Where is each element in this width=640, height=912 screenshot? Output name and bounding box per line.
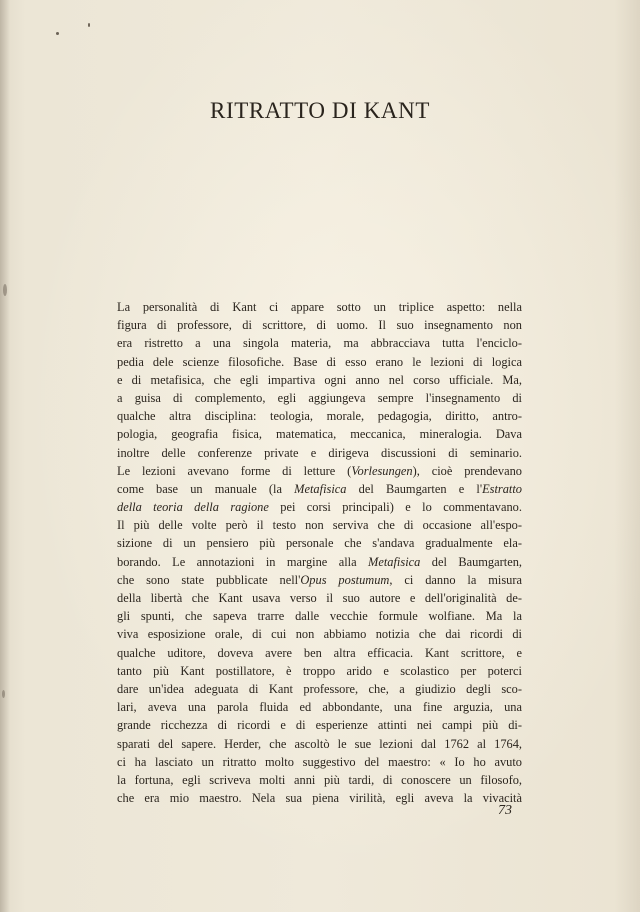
text-line: pedia dele scienze filosofiche. Base di esso erano le lezioni di logica [117,354,522,369]
text-line: grande ricchezza di ricordi e di esperienze attinti nei campi più di- [117,718,522,733]
page-number: 73 [498,803,512,818]
text-line: come base un manuale (la Metafisica del Baumgarten e l'Estratto [117,481,522,496]
text-line: inoltre delle conferenze private e dirigeva discussioni di seminario. [117,445,522,460]
text-line: viva esposizione orale, di cui non abbiamo notizia che dai ricordi di [117,627,522,642]
paper-speck [88,23,90,27]
text-line: che era mio maestro. Nela sua piena virilità, egli aveva la vivacità [117,791,522,806]
text-line: ci ha lasciato un ritratto molto suggestivo del maestro: « Io ho avuto [117,754,522,769]
text-line: Il più delle volte però il testo non serviva che di occasione all'espo- [117,518,522,533]
text-line: qualche uditore, doveva avere ben altra efficacia. Kant scrittore, e [117,645,522,660]
text-line: sparati del sapere. Herder, che ascoltò le sue lezioni dal 1762 al 1764, [117,736,522,751]
paper-speck [3,284,7,296]
text-line: dare un'idea adeguata di Kant professore, che, a giudizio degli sco- [117,681,522,696]
text-line: qualche altra disciplina: teologia, morale, pedagogia, diritto, antro- [117,409,522,424]
text-line: lari, aveva una parola fluida ed abbondante, una fine arguzia, una [117,700,522,715]
text-line: a guisa di complemento, egli aggiungeva sempre l'insegnamento di [117,390,522,405]
text-line: borando. Le annotazioni in margine alla Metafisica del Baumgarten, [117,554,522,569]
text-line: tanto più Kant postillatore, è troppo arido e scolastico per poterci [117,663,522,678]
body-paragraph [117,298,522,807]
text-line: figura di professore, di scrittore, di uomo. Il suo insegnamento non [117,318,522,333]
text-line: la fortuna, egli scriveva molti anni più tardi, di conoscere un filosofo, [117,772,522,787]
text-line: e di metafisica, che egli impartiva ogni anno nel corso ufficiale. Ma, [117,372,522,387]
text-line: che sono state pubblicate nell'Opus postumum, ci danno la misura [117,572,522,587]
paper-speck [2,690,5,698]
paper-speck [56,32,59,35]
text-line: pologia, geografia fisica, matematica, meccanica, mineralogia. Dava [117,427,522,442]
page-edge-shadow [0,0,10,912]
text-line: La personalità di Kant ci appare sotto un triplice aspetto: nella [117,300,522,314]
text-line: gli spunti, che sapeva trarre dalle vecchie formule wolfiane. Ma la [117,609,522,624]
chapter-title: RITRATTO DI KANT [210,98,430,123]
text-line: era ristretto a una singola materia, ma abbracciava tutta l'enciclo- [117,336,522,351]
text-line: della teoria della ragione pei corsi principali) e lo commentavano. [117,500,522,515]
text-line: della libertà che Kant usava verso il suo autore e dell'originalità de- [117,591,522,605]
text-line: Le lezioni avevano forme di letture (Vorlesungen), cioè prendevano [117,463,522,478]
text-line: sizione di un pensiero più personale che s'andava gradualmente ela- [117,536,522,551]
